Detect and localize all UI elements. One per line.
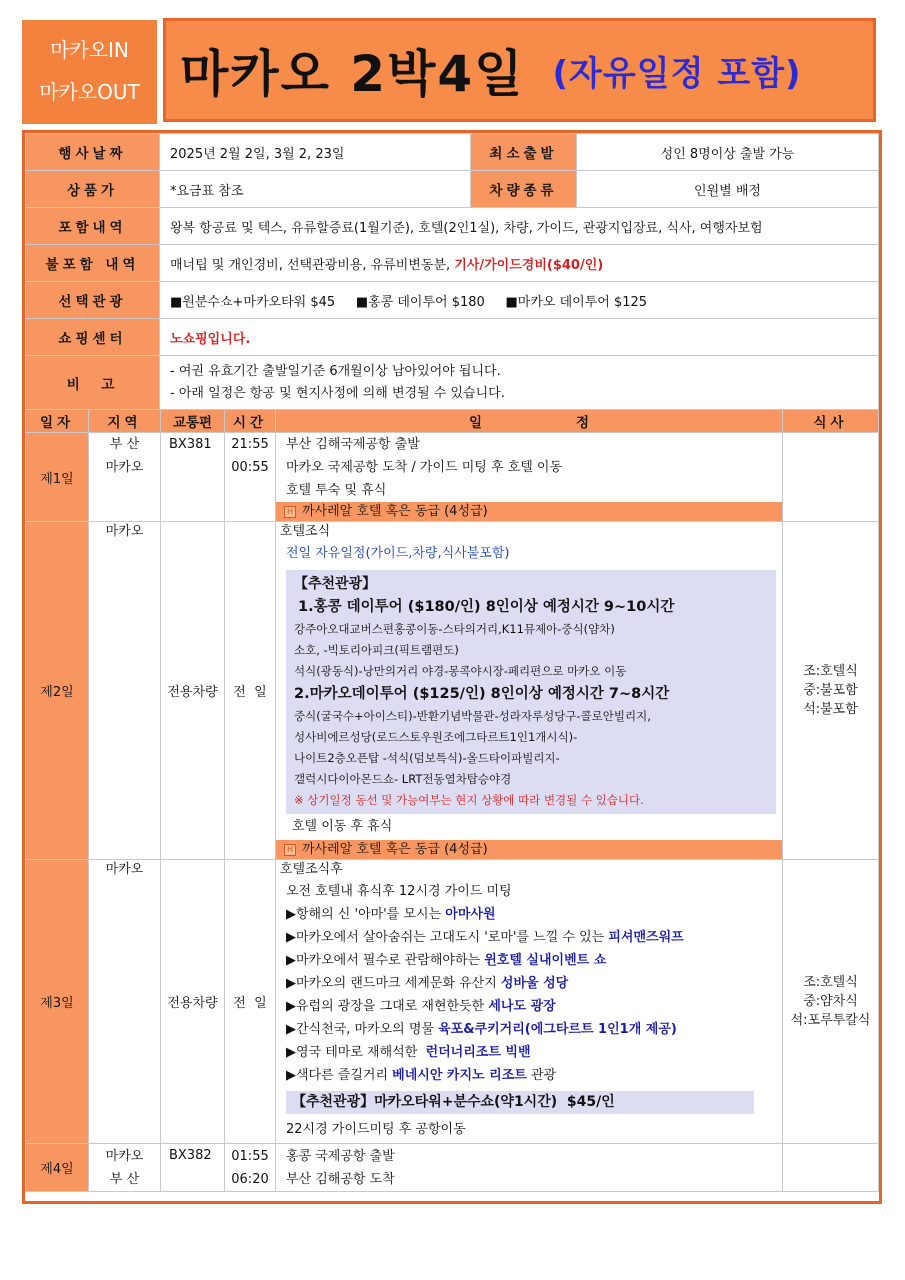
day-4-time-1: 01:55 [231,1148,269,1164]
excluded-value [160,245,879,282]
day-2-row [26,522,879,860]
day-2-line-3: 호텔 이동 후 휴식 [292,819,393,834]
day-3-meal-dinner: 석:포루투칼식 [790,1013,871,1028]
day-2-meal-dinner: 석:불포함 [803,702,858,717]
day-1-line-2: 마카오 국제공항 도착 / 가이드 미팅 후 호텔 이동 [286,460,563,475]
day-2-meal-breakfast: 조:호텔식 [803,664,858,679]
day-3-bullet-1-highlight: 아마사원 [445,907,496,922]
optional-tour-label: 선택관광 [26,282,160,319]
day-4-time [225,1144,276,1192]
day-2-meal-lunch: 중:불포함 [803,683,858,698]
day-3-line-2: 오전 호텔내 휴식후 12시경 가이드 미팅 [286,884,512,899]
price-value: *요금표 참조 [160,171,471,208]
day-1-hotel: 까사레알 호텔 혹은 동급 (4성급) [302,504,488,519]
day-4-line-1: 홍콩 국제공항 출발 [286,1148,395,1164]
day-3-bullet-2-text: ▶마카오에서 살아숨쉬는 고대도시 '로마'를 느낄 수 있는 [286,930,609,945]
day-2-rec1-line-1: 강주아오대교버스편홍콩이동-스타의거리,K11뮤제아-중식(얌차) [294,622,615,636]
day-1-row [26,433,879,522]
shopping-label: 쇼핑센터 [26,319,160,356]
note-line-1: - 여권 유효기간 출발일기준 6개월이상 남아있어야 됩니다. [170,363,501,379]
price-label: 상품가 [26,171,160,208]
day-3-bullet-1-text: ▶항해의 신 '아마'를 모시는 [286,907,446,922]
col-itinerary: 일 정 [276,410,783,433]
note-value [160,356,879,410]
col-meal: 식사 [783,410,879,433]
day-2-line-1: 호텔조식 [280,524,331,539]
vehicle-value: 인원별 배정 [577,171,879,208]
day-2-rec2-line-4: 갤럭시다이아몬드쇼- LRT전동열차탑승야경 [294,772,512,786]
day-3-meal [783,860,879,1144]
included-label: 포함내역 [26,208,160,245]
document-frame [22,130,882,1204]
day-3-bullet-3-highlight: 윈호텔 실내이벤트 쇼 [484,953,607,968]
day-3-bullet-8-text: ▶색다른 즐길거리 [286,1068,393,1083]
min-departure-value: 성인 8명이상 출발 가능 [577,134,879,171]
day-1-transport: BX381 [161,433,225,522]
excluded-text: 매너팁 및 개인경비, 선택관광비용, 유류비변동분, [170,257,451,273]
day-2-rec-note: ※ 상기일정 동선 및 가능여부는 현지 상황에 따라 변경될 수 있습니다. [294,793,644,807]
optional-tour-2: ■홍콩 데이투어 $180 [355,294,485,310]
day-3-time: 전 일 [225,860,276,1144]
day-4-transport: BX382 [161,1144,225,1192]
excluded-label: 불포함 내역 [26,245,160,282]
day-3-bullet-1 [276,903,782,926]
info-table [25,133,879,410]
day-1-label: 제1일 [26,433,89,522]
day-4-itinerary [276,1144,783,1192]
day-2-rec2-line-2: 성사비에르성당(로드스토우원조에그타르트1인1개시식)- [294,730,578,744]
day-3-bullet-5-text: ▶유럽의 광장을 그대로 재현한듯한 [286,999,489,1014]
page-title: 마카오 2박4일 [180,45,525,103]
day-3-bullet-8-suffix: 관광 [526,1068,557,1083]
day-2-hotel-bar [276,840,782,859]
header-title-box [163,18,876,122]
day-3-bullet-7-highlight: 런더너리조트 빅밴 [425,1045,531,1060]
header-badge [22,20,157,124]
day-3-region: 마카오 [89,860,161,1144]
day-2-hotel: 까사레알 호텔 혹은 동급 (4성급) [302,842,488,857]
day-3-bullet-7 [276,1041,782,1064]
hotel-icon: H [284,506,296,518]
day-1-hotel-bar [276,502,782,521]
col-time: 시간 [225,410,276,433]
day-2-line-2: 전일 자유일정(가이드,차량,식사불포함) [286,546,510,561]
day-1-time-1: 21:55 [231,437,269,452]
badge-line-out: 마카오OUT [39,80,140,104]
day-3-bullet-5-highlight: 세나도 광장 [488,999,556,1014]
day-1-meal [783,433,879,522]
day-3-bullet-2-highlight: 피셔맨즈워프 [608,930,684,945]
excluded-guide-fee: 기사/가이드경비($40/인) [454,257,604,273]
day-2-label: 제2일 [26,522,89,860]
day-1-region [89,433,161,522]
day-1-line-1: 부산 김해국제공항 출발 [286,437,420,452]
day-4-label: 제4일 [26,1144,89,1192]
day-2-rec1-line-2: 소호, -빅토리아피크(픽트램편도) [294,643,459,657]
day-2-rec2-title: 2.마카오데이투어 ($125/인) 8인이상 예정시간 7~8시간 [294,686,670,702]
day-1-line-3: 호텔 투숙 및 휴식 [286,483,387,498]
day-2-meal [783,522,879,860]
day-1-itinerary [276,433,783,522]
day-3-bullet-5 [276,995,782,1018]
day-3-transport: 전용차량 [161,860,225,1144]
vehicle-label: 차량종류 [471,171,577,208]
day-3-line-3: 22시경 가이드미팅 후 공항이동 [286,1122,466,1137]
day-4-region-2: 부 산 [109,1171,140,1187]
note-label: 비 고 [26,356,160,410]
day-3-label: 제3일 [26,860,89,1144]
day-2-rec1-line-3: 석식(광동식)-낭만의거리 야경-몽콕야시장-페리편으로 마카오 이동 [294,664,627,678]
day-3-bullet-8-highlight: 베네시안 카지노 리조트 [392,1068,527,1083]
day-4-row [26,1144,879,1192]
day-1-time-2: 00:55 [231,460,269,475]
day-2-transport: 전용차량 [161,522,225,860]
schedule-table [25,409,879,1192]
day-4-meal [783,1144,879,1192]
day-3-bullet-6 [276,1018,782,1041]
col-region: 지역 [89,410,161,433]
day-4-line-2: 부산 김해공항 도착 [286,1171,395,1187]
day-3-bullet-6-highlight: 육포&쿠키거리(에그타르트 1인1개 제공) [438,1022,677,1037]
included-value: 왕복 항공료 및 텍스, 유류할증료(1월기준), 호텔(2인1실), 차량, 가이드, 관광지입장료, 식사, 여행자보험 [160,208,879,245]
day-1-region-2: 마카오 [105,460,144,475]
day-2-region: 마카오 [89,522,161,860]
day-3-bullet-4-text: ▶마카오의 랜드마크 세계문화 유산지 [286,976,501,991]
date-label: 행사날짜 [26,134,160,171]
day-4-region-1: 마카오 [105,1148,144,1164]
page-subtitle: (자유일정 포함) [552,53,802,94]
day-3-row [26,860,879,1144]
day-3-bullet-7-text: ▶영국 테마로 재해석한 [286,1045,426,1060]
optional-tour-value [160,282,879,319]
day-3-itinerary [276,860,783,1144]
day-2-rec2-line-3: 나이트2층오픈탑 -석식(덤보특식)-올드타이파빌리지- [294,751,560,765]
optional-tour-3: ■마카오 데이투어 $125 [505,294,648,310]
day-4-time-2: 06:20 [231,1171,269,1187]
day-3-bullet-2 [276,926,782,949]
day-3-bullet-8 [276,1064,782,1087]
day-2-rec-title: 【추천관광】 [294,576,377,592]
day-1-region-1: 부 산 [109,437,140,452]
day-1-time [225,433,276,522]
day-2-rec2-line-1: 중식(굴국수+아이스티)-반환기념박물관-성라자루성당구-콜로안빌리지, [294,709,651,723]
day-3-meal-lunch: 중:얌차식 [803,994,858,1009]
date-value: 2025년 2월 2일, 3월 2, 23일 [160,134,471,171]
day-3-bullet-4 [276,972,782,995]
col-transport: 교통편 [161,410,225,433]
hotel-icon: H [284,844,296,856]
day-3-bullet-3 [276,949,782,972]
col-day: 일자 [26,410,89,433]
badge-line-in: 마카오IN [50,38,129,62]
shopping-value: 노쇼핑입니다. [160,319,879,356]
day-3-meal-breakfast: 조:호텔식 [803,975,858,990]
day-4-region [89,1144,161,1192]
day-2-time: 전 일 [225,522,276,860]
day-3-line-1: 호텔조식후 [280,862,343,877]
min-departure-label: 최소출발 [471,134,577,171]
day-3-recommend-bar: 【추천관광】마카오타워+분수쇼(약1시간) $45/인 [286,1091,754,1114]
note-line-2: - 아래 일정은 항공 및 현지사정에 의해 변경될 수 있습니다. [170,385,505,401]
day-3-bullet-3-text: ▶마카오에서 필수로 관람해야하는 [286,953,485,968]
day-2-recommend-box [286,570,776,814]
day-3-bullet-4-highlight: 성바울 성당 [500,976,569,991]
optional-tour-1: ■원분수쇼+마카오타워 $45 [170,294,336,310]
day-3-bullet-6-text: ▶간식천국, 마카오의 명물 [286,1022,439,1037]
day-2-rec1-title: 1.홍콩 데이투어 ($180/인) 8인이상 예정시간 9~10시간 [298,599,675,615]
day-2-itinerary [276,522,783,860]
